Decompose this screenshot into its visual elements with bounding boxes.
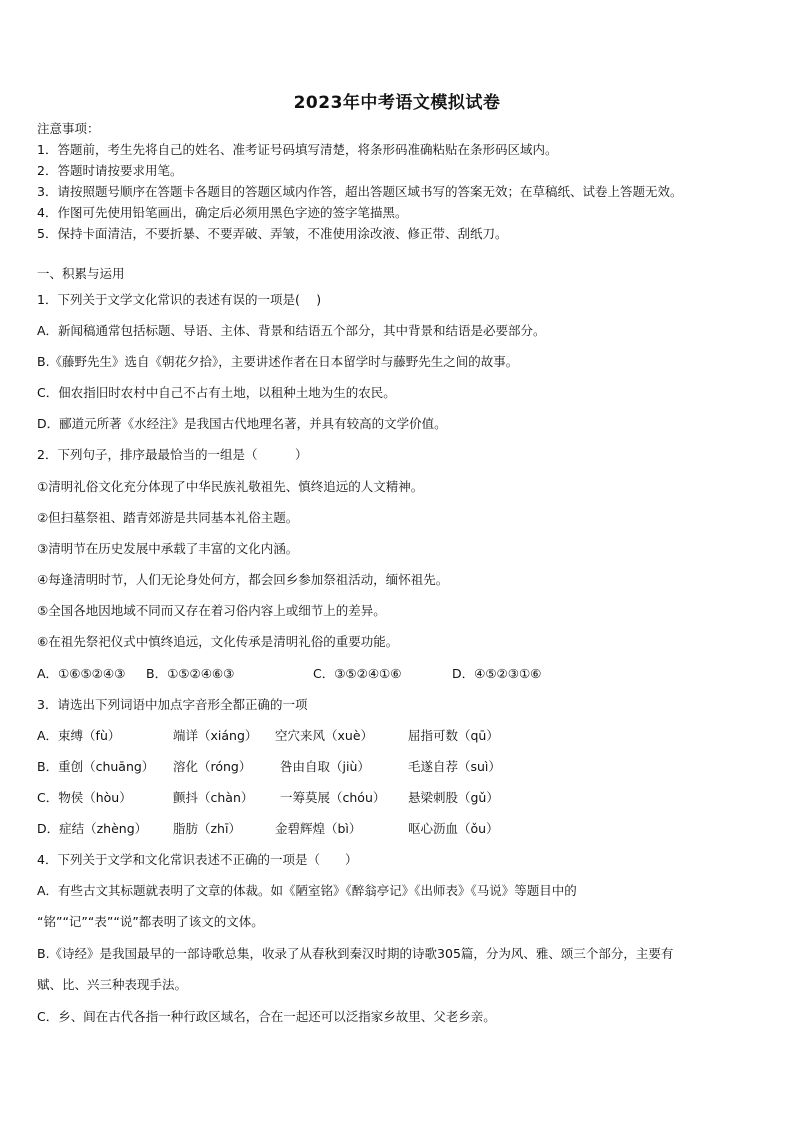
exam-title: 2023年中考语文模拟试卷: [293, 93, 501, 113]
q2-option-b: B．①⑤②④⑥③: [146, 666, 235, 681]
q4-stem: 4．下列关于文学和文化常识表述不正确的一项是（ ）: [37, 852, 358, 867]
q3-a-word-2: 端详（xiáng）: [173, 728, 258, 743]
q3-a-word-1: A．束缚（fù）: [37, 728, 121, 743]
q3-a-word-3: 空穴来风（xuè）: [275, 728, 374, 743]
q3-d-word-4: 呕心沥血（ǒu）: [408, 821, 499, 836]
q1-stem: 1．下列关于文学文化常识的表述有误的一项是( ): [37, 292, 322, 307]
q2-sentence-6: ⑥在祖先祭祀仪式中慎终追远，文化传承是清明礼俗的重要功能。: [37, 634, 399, 649]
q2-option-a: A．①⑥⑤②④③: [37, 666, 126, 681]
q4-option-c: C．乡、闾在古代各指一种行政区域名，合在一起还可以泛指家乡故里、父老乡亲。: [37, 1009, 496, 1024]
q3-b-word-3: 咎由自取（jiù）: [280, 759, 370, 774]
q3-c-word-3: 一筹莫展（chóu）: [280, 790, 386, 805]
q2-option-d: D．④⑤②③①⑥: [452, 666, 542, 681]
q1-option-b: B.《藤野先生》选自《朝花夕拾》，主要讲述作者在日本留学时与藤野先生之间的故事。: [37, 354, 519, 369]
q2-option-c: C．③⑤②④①⑥: [313, 666, 402, 681]
q2-sentence-4: ④每逢清明时节，人们无论身处何方，都会回乡参加祭祖活动，缅怀祖先。: [37, 572, 449, 587]
notice-item-3: 3．请按照题号顺序在答题卡各题目的答题区域内作答，超出答题区域书写的答案无效；在草稿纸、试卷上答题无效。: [37, 184, 683, 199]
q3-d-word-2: 脂肪（zhī）: [173, 821, 241, 836]
notice-heading: 注意事项：: [37, 121, 100, 136]
q1-option-d: D．郦道元所著《水经注》是我国古代地理名著，并具有较高的文学价值。: [37, 416, 447, 431]
section-heading: 一、积累与运用: [37, 266, 125, 281]
q3-d-word-3: 金碧辉煌（bì）: [275, 821, 362, 836]
notice-item-5: 5．保持卡面清洁，不要折暴、不要弄破、弄皱，不准使用涂改液、修正带、刮纸刀。: [37, 226, 508, 241]
q4-option-a-line-2: “铭”“记”“表”“说”都表明了该文的文体。: [37, 914, 264, 929]
q4-option-a-line-1: A．有些古文其标题就表明了文章的体裁。如《陋室铭》《醉翁亭记》《出师表》《马说》等题目中的: [37, 883, 577, 898]
notice-item-1: 1．答题前，考生先将自己的姓名、准考证号码填写清楚，将条形码准确粘贴在条形码区域内。: [37, 142, 558, 157]
q3-a-word-4: 屈指可数（qū）: [408, 728, 499, 743]
q3-b-word-1: B．重创（chuāng）: [37, 759, 155, 774]
q4-option-b-line-1: B.《诗经》是我国最早的一部诗歌总集，收录了从春秋到秦汉时期的诗歌305篇，分为风、雅、颂三个部分，主要有: [37, 946, 674, 961]
q3-c-word-4: 悬梁刺股（gǔ）: [408, 790, 499, 805]
q3-d-word-1: D．症结（zhèng）: [37, 821, 148, 836]
q2-stem: 2．下列句子，排序最最恰当的一组是（ ）: [37, 447, 308, 462]
q3-b-word-4: 毛遂自荐（suì）: [408, 759, 501, 774]
q2-sentence-2: ②但扫墓祭祖、踏青郊游是共同基本礼俗主题。: [37, 510, 299, 525]
q3-b-word-2: 溶化（róng）: [173, 759, 252, 774]
q1-option-c: C．佃农指旧时农村中自己不占有土地，以租种土地为生的农民。: [37, 385, 396, 400]
q2-sentence-5: ⑤全国各地因地域不同而又存在着习俗内容上或细节上的差异。: [37, 603, 386, 618]
q2-sentence-3: ③清明节在历史发展中承载了丰富的文化内涵。: [37, 541, 299, 556]
q3-stem: 3．请选出下列词语中加点字音形全都正确的一项: [37, 697, 308, 712]
q1-option-a: A．新闻稿通常包括标题、导语、主体、背景和结语五个部分，其中背景和结语是必要部分。: [37, 323, 546, 338]
q3-c-word-1: C．物侯（hòu）: [37, 790, 132, 805]
notice-item-2: 2．答题时请按要求用笔。: [37, 163, 183, 178]
notice-item-4: 4．作图可先使用铅笔画出，确定后必须用黑色字迹的签字笔描黑。: [37, 205, 408, 220]
q2-sentence-1: ①清明礼俗文化充分体现了中华民族礼敬祖先、慎终追远的人文精神。: [37, 479, 424, 494]
q4-option-b-line-2: 赋、比、兴三种表现手法。: [37, 977, 188, 992]
q3-c-word-2: 颤抖（chàn）: [173, 790, 254, 805]
